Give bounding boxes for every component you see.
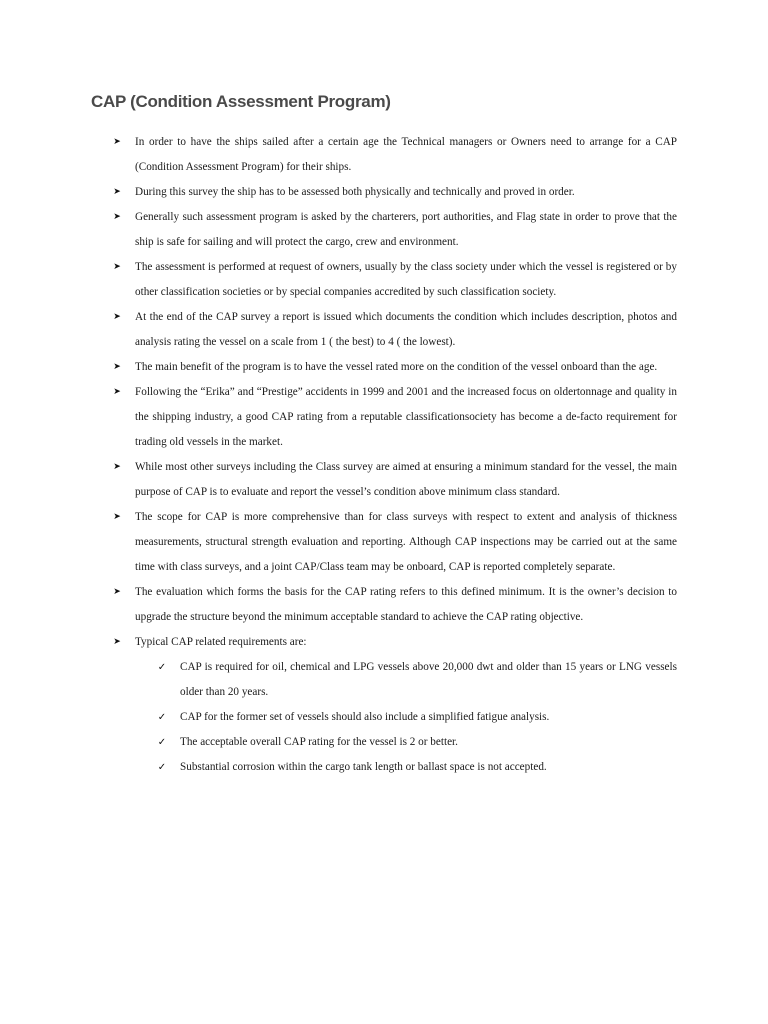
list-item — [113, 305, 677, 355]
arrowhead-bullet-icon: ➤ — [113, 387, 121, 397]
requirements-list — [135, 655, 677, 780]
checkmark-icon: ✓ — [157, 662, 167, 673]
arrowhead-bullet-icon: ➤ — [113, 262, 121, 272]
arrowhead-bullet-icon: ➤ — [113, 512, 121, 522]
bullet-text: The scope for CAP is more comprehensive than for class surveys with respect to extent and analysis of thickness measurements, structural strength evaluation and reporting. Although CAP inspections may be carried out at the same time with class surveys, and a joint CAP/Class team may be onboard, CAP is reported completely separate. — [135, 511, 677, 573]
bullet-text: During this survey the ship has to be assessed both physically and technically and proved in order. — [135, 186, 575, 198]
requirement-text: CAP for the former set of vessels should also include a simplified fatigue analysis. — [180, 711, 550, 723]
bullet-text: The evaluation which forms the basis for the CAP rating refers to this defined minimum. It is the owner’s decision to upgrade the structure beyond the minimum acceptable standard to achieve the CAP rating objective. — [135, 586, 677, 623]
bullet-text: In order to have the ships sailed after a certain age the Technical managers or Owners need to arrange for a CAP (Condition Assessment Program) for their ships. — [135, 136, 677, 173]
list-item — [113, 130, 677, 180]
requirement-item — [157, 705, 677, 730]
requirement-item — [157, 755, 677, 780]
list-item — [113, 630, 677, 780]
list-item — [113, 205, 677, 255]
bullet-text: The assessment is performed at request of owners, usually by the class society under which the vessel is registered or by other classification societies or by special companies accredited by such classification society. — [135, 261, 677, 298]
list-item — [113, 380, 677, 455]
arrowhead-bullet-icon: ➤ — [113, 637, 121, 647]
bullet-text: At the end of the CAP survey a report is issued which documents the condition which includes description, photos and analysis rating the vessel on a scale from 1 ( the best) to 4 ( the lowest). — [135, 311, 677, 348]
arrowhead-bullet-icon: ➤ — [113, 312, 121, 322]
bullet-text: Typical CAP related requirements are: — [135, 636, 307, 648]
list-item — [113, 505, 677, 580]
arrowhead-bullet-icon: ➤ — [113, 587, 121, 597]
arrowhead-bullet-icon: ➤ — [113, 137, 121, 147]
document-title: CAP (Condition Assessment Program) — [91, 92, 391, 111]
bullet-text: Generally such assessment program is asked by the charterers, port authorities, and Flag state in order to prove that the ship is safe for sailing and will protect the cargo, crew and environment. — [135, 211, 677, 248]
bullet-list — [113, 130, 677, 780]
requirement-item — [157, 730, 677, 755]
arrowhead-bullet-icon: ➤ — [113, 362, 121, 372]
checkmark-icon: ✓ — [157, 737, 167, 748]
list-item — [113, 180, 677, 205]
requirement-text: The acceptable overall CAP rating for the vessel is 2 or better. — [180, 736, 458, 748]
requirement-text: CAP is required for oil, chemical and LPG vessels above 20,000 dwt and older than 15 years or LNG vessels older than 20 years. — [180, 661, 677, 698]
bullet-text: While most other surveys including the Class survey are aimed at ensuring a minimum standard for the vessel, the main purpose of CAP is to evaluate and report the vessel’s condition above minimum class standard. — [135, 461, 677, 498]
list-item — [113, 455, 677, 505]
arrowhead-bullet-icon: ➤ — [113, 462, 121, 472]
arrowhead-bullet-icon: ➤ — [113, 187, 121, 197]
arrowhead-bullet-icon: ➤ — [113, 212, 121, 222]
requirement-text: Substantial corrosion within the cargo tank length or ballast space is not accepted. — [180, 761, 547, 773]
bullet-text: Following the “Erika” and “Prestige” accidents in 1999 and 2001 and the increased focus on oldertonnage and quality in the shipping industry, a good CAP rating from a reputable classificationsociety has become a de-facto requirement for trading old vessels in the market. — [135, 386, 677, 448]
checkmark-icon: ✓ — [157, 712, 167, 723]
list-item — [113, 255, 677, 305]
list-item — [113, 355, 677, 380]
checkmark-icon: ✓ — [157, 762, 167, 773]
requirement-item — [157, 655, 677, 705]
bullet-text: The main benefit of the program is to have the vessel rated more on the condition of the vessel onboard than the age. — [135, 361, 658, 373]
list-item — [113, 580, 677, 630]
